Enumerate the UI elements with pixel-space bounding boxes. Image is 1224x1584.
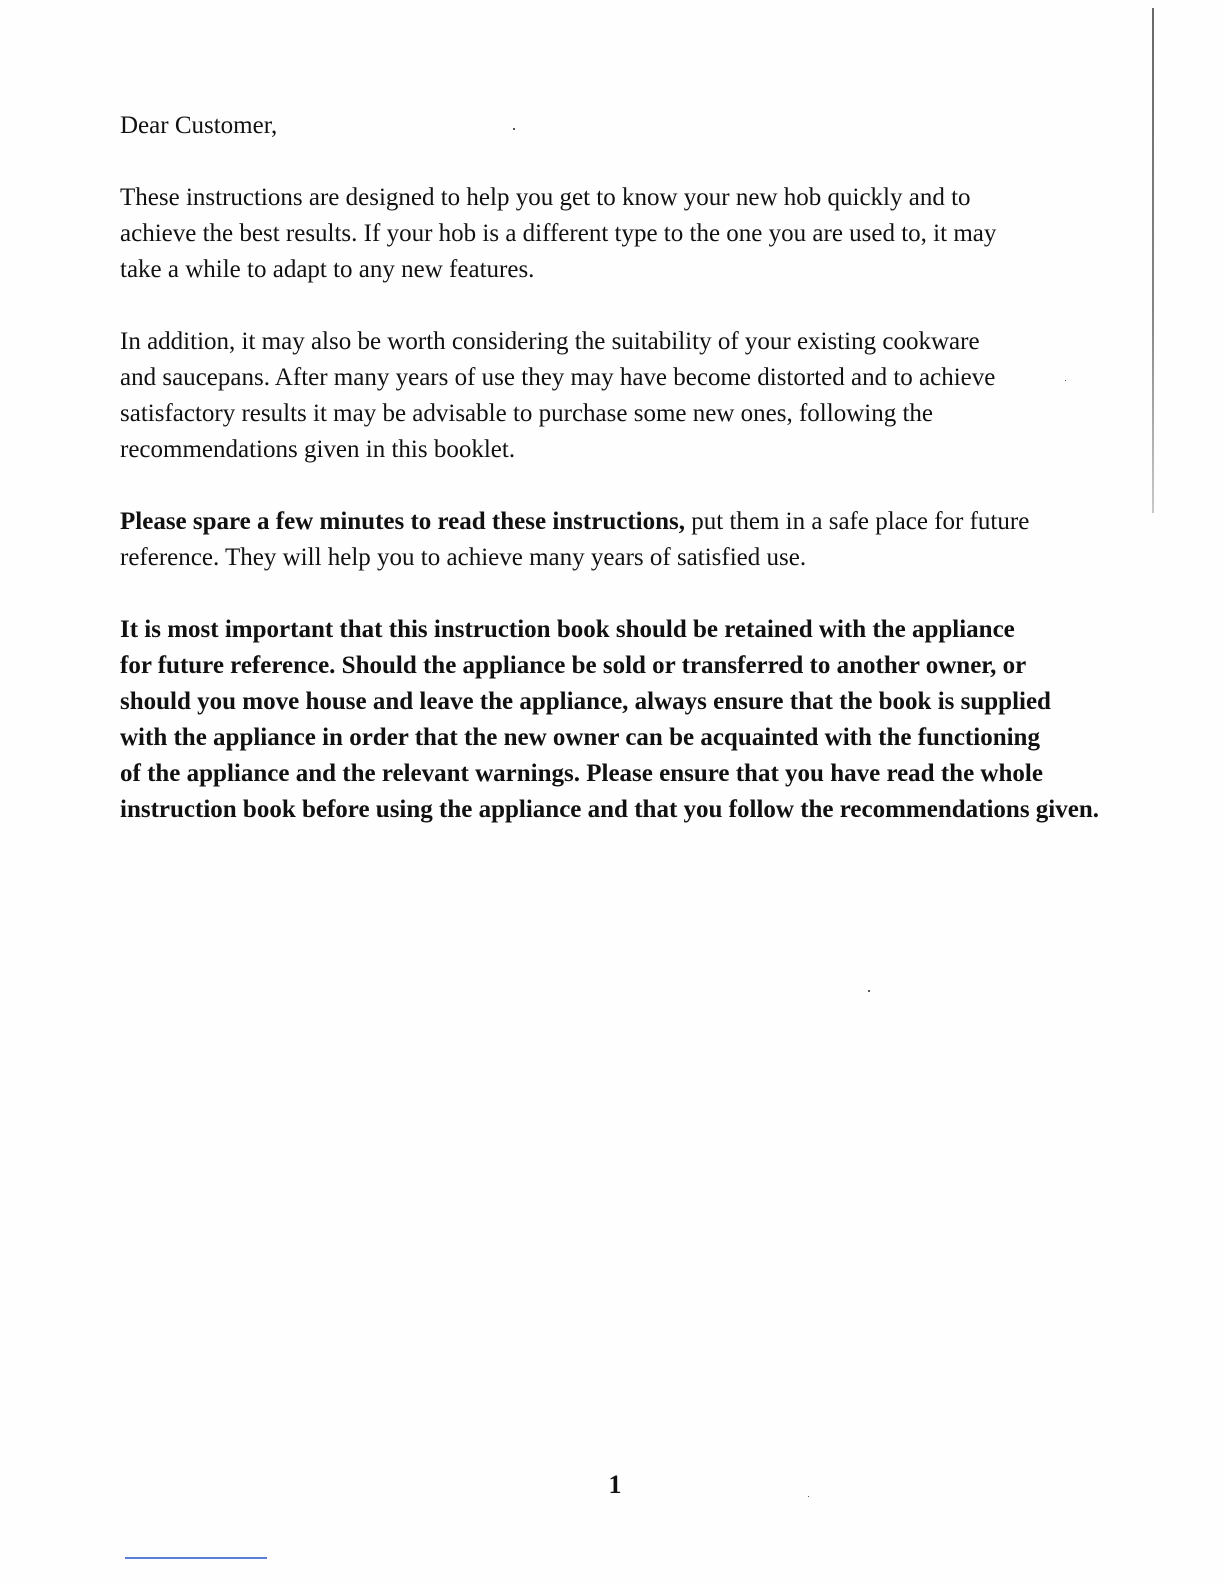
scan-speck: [808, 1496, 809, 1497]
read-instructions-rest: put them in a safe place for future reference. They will help you to achieve many years of satisfied use.: [120, 508, 1030, 571]
scan-edge-line: [1152, 8, 1154, 513]
scan-speck: [1065, 380, 1066, 381]
footer-rule: [125, 1557, 267, 1559]
intro-paragraph: These instructions are designed to help you get to know your new hob quickly and to achieve the best results. If your hob is a different type to the one you are used to, it may take a while to adapt to any new features.: [120, 184, 997, 283]
scan-speck: [868, 990, 870, 992]
page-number: 1: [608, 1470, 622, 1499]
retain-book-notice: It is most important that this instruction book should be retained with the appliance for future reference. Should the appliance be sold or transferred to another owner, or should you move house and leave the appliance, always ensure that the book is supplied with the appliance in order that the new owner can be acquainted with the functioning of the appliance and the relevant warnings. Please ensure that you have read the whole instruction book before using the appliance and that you follow the recommendations given.: [120, 616, 1100, 823]
read-instructions-emphasis: Please spare a few minutes to read these instructions,: [120, 508, 685, 535]
scan-speck: [513, 128, 515, 130]
cookware-paragraph: In addition, it may also be worth considering the suitability of your existing cookware and saucepans. After many years of use they may have become distorted and to achieve satisfactory results it may be advisable to purchase some new ones, following the recommendations given in this booklet.: [120, 328, 996, 463]
read-instructions-paragraph: [120, 504, 1120, 576]
salutation: Dear Customer,: [120, 112, 278, 139]
letter-body: [120, 108, 1120, 864]
